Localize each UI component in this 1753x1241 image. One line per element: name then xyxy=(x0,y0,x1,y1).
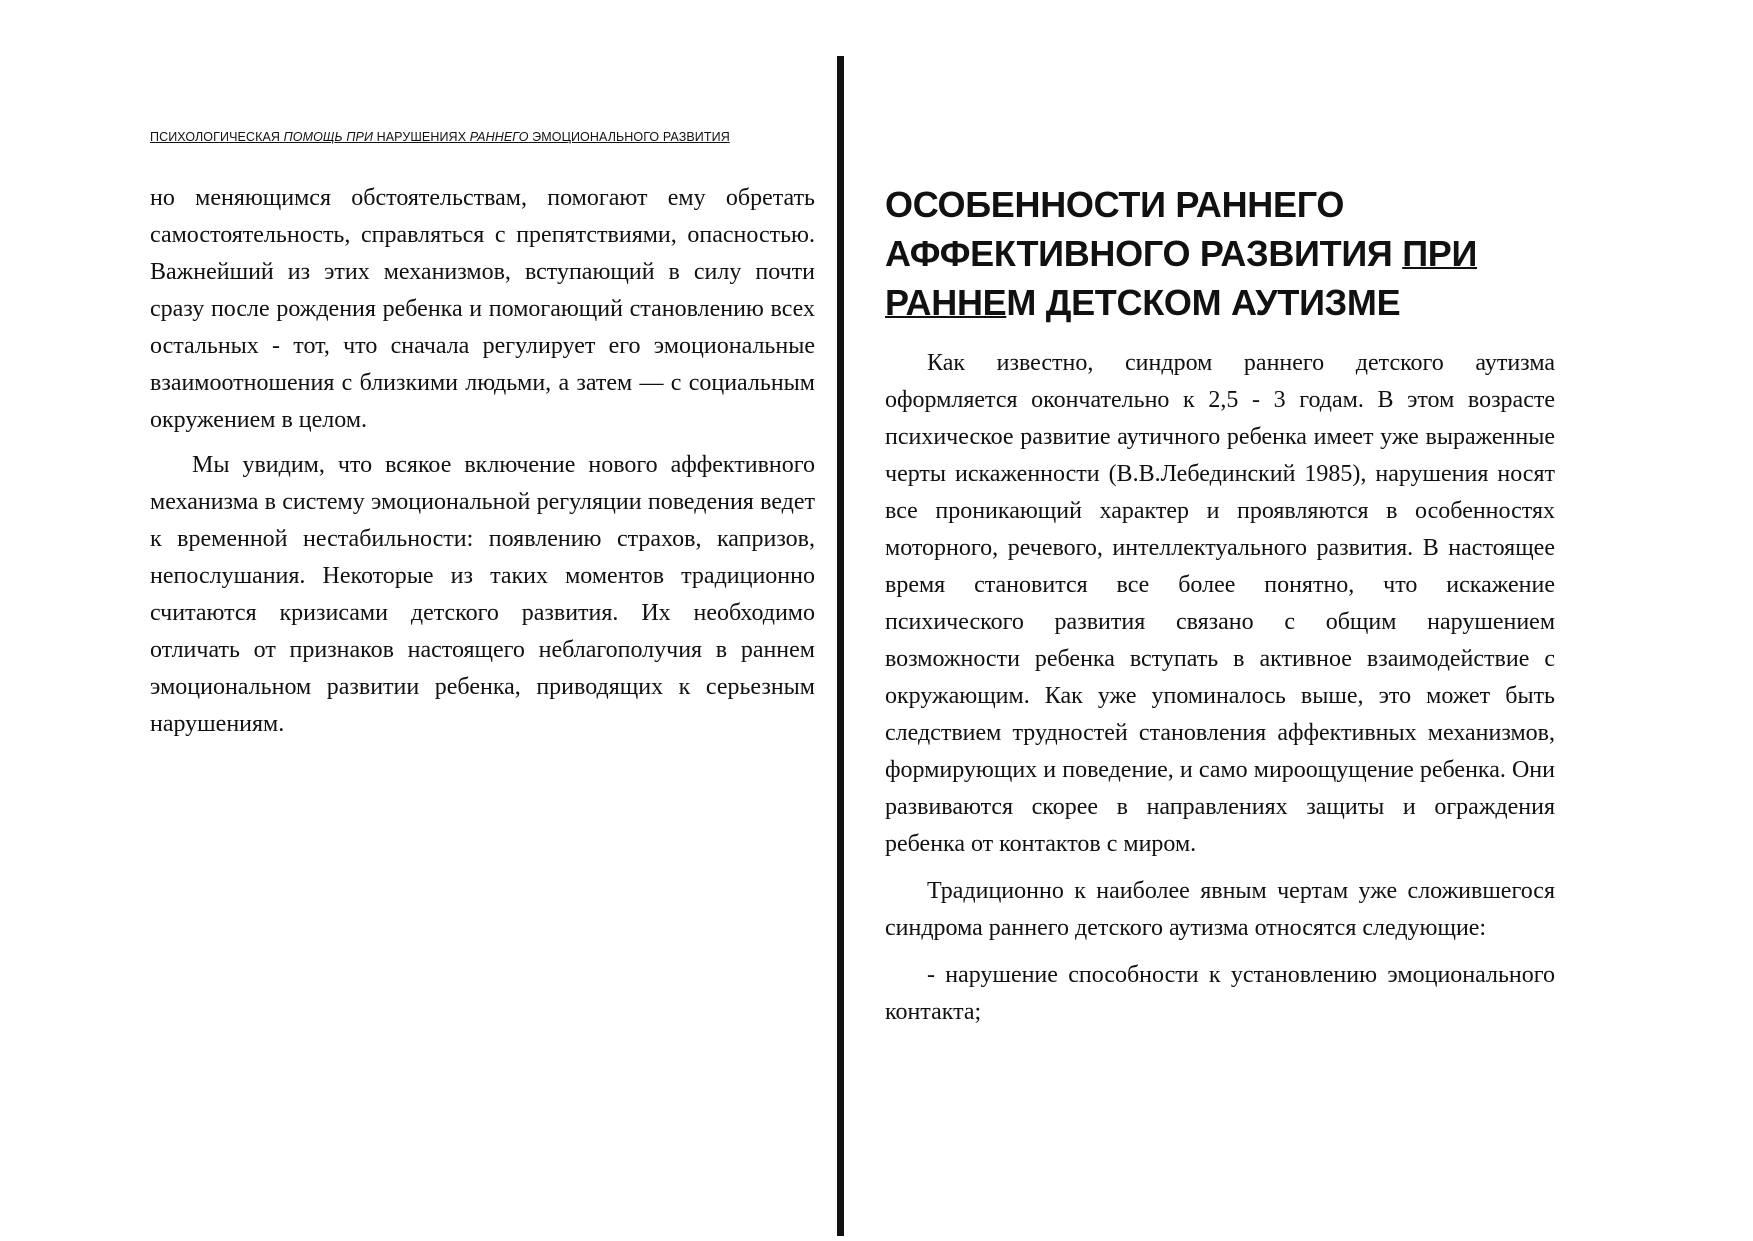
right-list-item: - нарушение способности к установлению эмоционального контакта; xyxy=(885,962,1555,1025)
chapter-title-underlined: РАННЕ xyxy=(885,282,1007,323)
left-paragraph: Мы увидим, что всякое включение нового аффективного механизма в систему эмоциональной регуляции поведения ведет к временной нестабильности: появлению страхов, капризов, непослушания. Некоторые из таких моментов традиционно считаются кризисами детского развития. Их необходимо отличать от признаков настоящего неблагополучия в раннем эмоциональном развитии ребенка, приводящих к серьезным нарушениям. xyxy=(150,452,815,737)
running-header xyxy=(150,130,810,144)
left-paragraph-continuation: но меняющимся обстоятельствам, помогают ему обретать самостоятельность, справляться с препятствиями, опасностью. Важнейший из этих механизмов, вступающий в силу почти сразу после рождения ребенка и помогающий становлению всех остальных - тот, что сначала регулирует его эмоциональные взаимоотношения с близкими людьми, а затем — с социальным окружением в целом. xyxy=(150,185,815,433)
running-header-part: РАННЕГО xyxy=(469,130,529,144)
chapter-title xyxy=(885,180,1555,327)
running-header-part: НАРУШЕНИЯХ xyxy=(373,130,470,144)
running-header-part: ЭМОЦИОНАЛЬНОГО РАЗВИТИЯ xyxy=(528,130,730,144)
right-paragraph: Традиционно к наиболее явным чертам уже сложившегося синдрома раннего детского аутизма относятся следующие: xyxy=(885,878,1555,941)
page-divider xyxy=(837,56,844,1236)
running-header-part: ПСИХОЛОГИЧЕСКАЯ xyxy=(150,130,284,144)
chapter-title-line: АФФЕКТИВНОГО РАЗВИТИЯ xyxy=(885,233,1403,274)
chapter-title-line: ОСОБЕННОСТИ РАННЕГО xyxy=(885,184,1345,225)
chapter-title-underlined: ПРИ xyxy=(1402,233,1478,274)
chapter-title-line: М ДЕТСКОМ АУТИЗМЕ xyxy=(1006,282,1401,323)
right-paragraph: Как известно, синдром раннего детского аутизма оформляется окончательно к 2,5 - 3 годам. В этом возрасте психическое развитие аутичного ребенка имеет уже выраженные черты искаженности (В.В.Лебединский 1985), нарушения носят все проникающий характер и проявляются в особенностях моторного, речевого, интеллектуального развития. В настоящее время становится все более понятно, что искажение психического развития связано с общим нарушением возможности ребенка вступать в активное взаимодействие с окружающим. Как уже упоминалось выше, это может быть следствием трудностей становления аффективных механизмов, формирующих и поведение, и само мироощущение ребенка. Они развиваются скорее в направлениях защиты и ограждения ребенка от контактов с миром. xyxy=(885,350,1555,857)
running-header-part: ПОМОЩЬ ПРИ xyxy=(283,130,374,144)
left-page-column xyxy=(150,180,815,751)
right-page-column xyxy=(885,180,1555,1041)
